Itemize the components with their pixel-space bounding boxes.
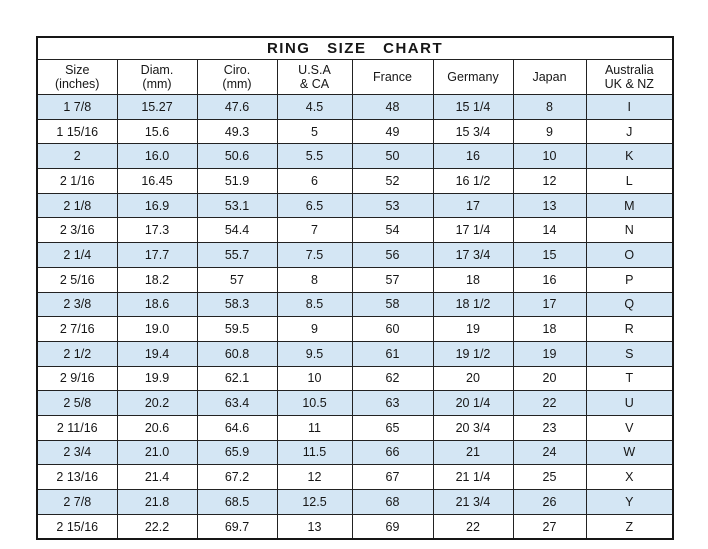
table-cell: 18.2: [117, 267, 197, 292]
table-row: [37, 415, 673, 440]
table-row: [37, 95, 673, 120]
table-cell: 2 3/16: [37, 218, 117, 243]
table-cell: 63.4: [197, 391, 277, 416]
table-cell: 18: [433, 267, 513, 292]
table-cell: 13: [277, 514, 352, 539]
table-cell: 17.3: [117, 218, 197, 243]
table-cell: 2 13/16: [37, 465, 117, 490]
table-cell: 13: [513, 193, 586, 218]
table-cell: 2 5/16: [37, 267, 117, 292]
table-cell: Q: [586, 292, 673, 317]
table-row: [37, 514, 673, 539]
table-cell: T: [586, 366, 673, 391]
page-title: RING SIZE CHART: [37, 37, 673, 60]
table-cell: 21.4: [117, 465, 197, 490]
table-cell: 25: [513, 465, 586, 490]
table-row: [37, 267, 673, 292]
column-label: Diam.: [140, 63, 174, 77]
table-cell: 20: [433, 366, 513, 391]
table-cell: 12.5: [277, 490, 352, 515]
table-cell: 11.5: [277, 440, 352, 465]
column-label: Germany: [447, 70, 499, 84]
table-cell: V: [586, 415, 673, 440]
table-cell: 49: [352, 119, 433, 144]
table-cell: 17: [513, 292, 586, 317]
table-cell: 26: [513, 490, 586, 515]
table-cell: 20 3/4: [433, 415, 513, 440]
table-cell: N: [586, 218, 673, 243]
table-cell: 2 9/16: [37, 366, 117, 391]
table-cell: 17 3/4: [433, 243, 513, 268]
table-header: [37, 37, 673, 95]
table-cell: 57: [197, 267, 277, 292]
ring-size-table: [36, 36, 674, 540]
table-cell: 58.3: [197, 292, 277, 317]
table-cell: 22: [513, 391, 586, 416]
table-cell: 56: [352, 243, 433, 268]
table-cell: 60.8: [197, 341, 277, 366]
table-cell: P: [586, 267, 673, 292]
table-cell: 16.9: [117, 193, 197, 218]
table-cell: 59.5: [197, 317, 277, 342]
table-cell: 8: [277, 267, 352, 292]
table-cell: 61: [352, 341, 433, 366]
column-header-diameter: [117, 60, 197, 95]
table-cell: 11: [277, 415, 352, 440]
table-cell: 15.27: [117, 95, 197, 120]
table-row: [37, 341, 673, 366]
table-cell: 8: [513, 95, 586, 120]
table-cell: 16: [513, 267, 586, 292]
table-row: [37, 317, 673, 342]
table-cell: 20.2: [117, 391, 197, 416]
table-cell: 10: [513, 144, 586, 169]
column-label: France: [373, 70, 412, 84]
table-cell: 50: [352, 144, 433, 169]
table-cell: 62.1: [197, 366, 277, 391]
column-sublabel: (inches): [55, 77, 100, 91]
column-sublabel: UK & NZ: [604, 77, 654, 91]
table-cell: 16.0: [117, 144, 197, 169]
table-cell: 66: [352, 440, 433, 465]
table-cell: 68.5: [197, 490, 277, 515]
column-header-germany: [433, 60, 513, 95]
table-cell: 49.3: [197, 119, 277, 144]
table-cell: K: [586, 144, 673, 169]
table-cell: Z: [586, 514, 673, 539]
column-header-australia-uk-nz: [586, 60, 673, 95]
column-sublabel: (mm): [142, 77, 172, 91]
table-cell: 58: [352, 292, 433, 317]
table-row: [37, 119, 673, 144]
table-cell: 2 3/8: [37, 292, 117, 317]
column-header-japan: [513, 60, 586, 95]
table-cell: J: [586, 119, 673, 144]
table-cell: 6.5: [277, 193, 352, 218]
table-cell: 68: [352, 490, 433, 515]
table-cell: 24: [513, 440, 586, 465]
table-cell: 53: [352, 193, 433, 218]
table-row: [37, 193, 673, 218]
table-cell: 6: [277, 169, 352, 194]
table-cell: 55.7: [197, 243, 277, 268]
table-cell: 65: [352, 415, 433, 440]
table-cell: 19.4: [117, 341, 197, 366]
table-cell: 2 11/16: [37, 415, 117, 440]
column-label: Size: [65, 63, 90, 77]
table-title-row: [37, 37, 673, 60]
table-cell: 19 1/2: [433, 341, 513, 366]
table-cell: 20.6: [117, 415, 197, 440]
table-cell: 15: [513, 243, 586, 268]
table-cell: 9: [277, 317, 352, 342]
table-cell: 12: [277, 465, 352, 490]
ring-size-chart: [36, 36, 674, 540]
table-cell: 22.2: [117, 514, 197, 539]
table-cell: 9.5: [277, 341, 352, 366]
column-header-france: [352, 60, 433, 95]
table-cell: 8.5: [277, 292, 352, 317]
table-cell: 57: [352, 267, 433, 292]
table-cell: 53.1: [197, 193, 277, 218]
column-header-size: [37, 60, 117, 95]
table-cell: L: [586, 169, 673, 194]
table-cell: O: [586, 243, 673, 268]
table-cell: 15 1/4: [433, 95, 513, 120]
table-cell: 51.9: [197, 169, 277, 194]
table-cell: 54.4: [197, 218, 277, 243]
table-cell: 48: [352, 95, 433, 120]
table-row: [37, 490, 673, 515]
table-cell: 54: [352, 218, 433, 243]
table-cell: X: [586, 465, 673, 490]
table-cell: 10: [277, 366, 352, 391]
table-cell: 47.6: [197, 95, 277, 120]
table-row: [37, 169, 673, 194]
table-row: [37, 391, 673, 416]
table-cell: 21 1/4: [433, 465, 513, 490]
column-label: Japan: [532, 70, 567, 84]
table-cell: 12: [513, 169, 586, 194]
table-cell: 69.7: [197, 514, 277, 539]
column-sublabel: (mm): [222, 77, 252, 91]
table-cell: 2 7/16: [37, 317, 117, 342]
table-cell: 27: [513, 514, 586, 539]
table-cell: 23: [513, 415, 586, 440]
table-cell: 2 7/8: [37, 490, 117, 515]
table-cell: 20: [513, 366, 586, 391]
table-cell: 22: [433, 514, 513, 539]
column-header-usa-ca: [277, 60, 352, 95]
table-cell: I: [586, 95, 673, 120]
table-cell: 67.2: [197, 465, 277, 490]
table-cell: 19: [433, 317, 513, 342]
table-cell: 20 1/4: [433, 391, 513, 416]
table-row: [37, 366, 673, 391]
table-cell: 15.6: [117, 119, 197, 144]
table-cell: 16 1/2: [433, 169, 513, 194]
column-header-circumference: [197, 60, 277, 95]
table-cell: 7.5: [277, 243, 352, 268]
table-cell: 50.6: [197, 144, 277, 169]
table-cell: 5: [277, 119, 352, 144]
table-cell: 19.0: [117, 317, 197, 342]
table-cell: 2 1/16: [37, 169, 117, 194]
table-cell: 2 1/2: [37, 341, 117, 366]
table-row: [37, 465, 673, 490]
column-label: U.S.A: [298, 63, 331, 77]
table-cell: 62: [352, 366, 433, 391]
table-cell: 21: [433, 440, 513, 465]
table-cell: 63: [352, 391, 433, 416]
table-cell: 65.9: [197, 440, 277, 465]
table-cell: R: [586, 317, 673, 342]
table-cell: 17: [433, 193, 513, 218]
table-row: [37, 440, 673, 465]
table-cell: 5.5: [277, 144, 352, 169]
table-cell: 18.6: [117, 292, 197, 317]
table-cell: 67: [352, 465, 433, 490]
table-cell: 4.5: [277, 95, 352, 120]
table-cell: 64.6: [197, 415, 277, 440]
table-cell: S: [586, 341, 673, 366]
column-label: Ciro.: [223, 63, 251, 77]
table-cell: M: [586, 193, 673, 218]
table-row: [37, 292, 673, 317]
table-row: [37, 243, 673, 268]
table-cell: 19.9: [117, 366, 197, 391]
table-cell: 69: [352, 514, 433, 539]
table-cell: 60: [352, 317, 433, 342]
column-header-row: [37, 60, 673, 95]
table-cell: 2 1/8: [37, 193, 117, 218]
table-cell: 16: [433, 144, 513, 169]
table-row: [37, 218, 673, 243]
table-cell: 14: [513, 218, 586, 243]
table-cell: 21.0: [117, 440, 197, 465]
table-cell: 2 15/16: [37, 514, 117, 539]
table-cell: 1 7/8: [37, 95, 117, 120]
table-cell: 9: [513, 119, 586, 144]
table-cell: W: [586, 440, 673, 465]
table-cell: 17 1/4: [433, 218, 513, 243]
table-cell: 17.7: [117, 243, 197, 268]
table-cell: 18: [513, 317, 586, 342]
table-row: [37, 144, 673, 169]
table-cell: Y: [586, 490, 673, 515]
table-cell: 2 1/4: [37, 243, 117, 268]
table-cell: 21 3/4: [433, 490, 513, 515]
table-cell: 2 3/4: [37, 440, 117, 465]
table-cell: U: [586, 391, 673, 416]
table-cell: 15 3/4: [433, 119, 513, 144]
table-cell: 1 15/16: [37, 119, 117, 144]
table-body: [37, 95, 673, 540]
table-cell: 52: [352, 169, 433, 194]
table-cell: 7: [277, 218, 352, 243]
table-cell: 2 5/8: [37, 391, 117, 416]
table-cell: 2: [37, 144, 117, 169]
table-cell: 10.5: [277, 391, 352, 416]
column-label: Australia: [604, 63, 654, 77]
table-cell: 21.8: [117, 490, 197, 515]
table-cell: 16.45: [117, 169, 197, 194]
column-sublabel: & CA: [299, 77, 330, 91]
table-cell: 19: [513, 341, 586, 366]
table-cell: 18 1/2: [433, 292, 513, 317]
